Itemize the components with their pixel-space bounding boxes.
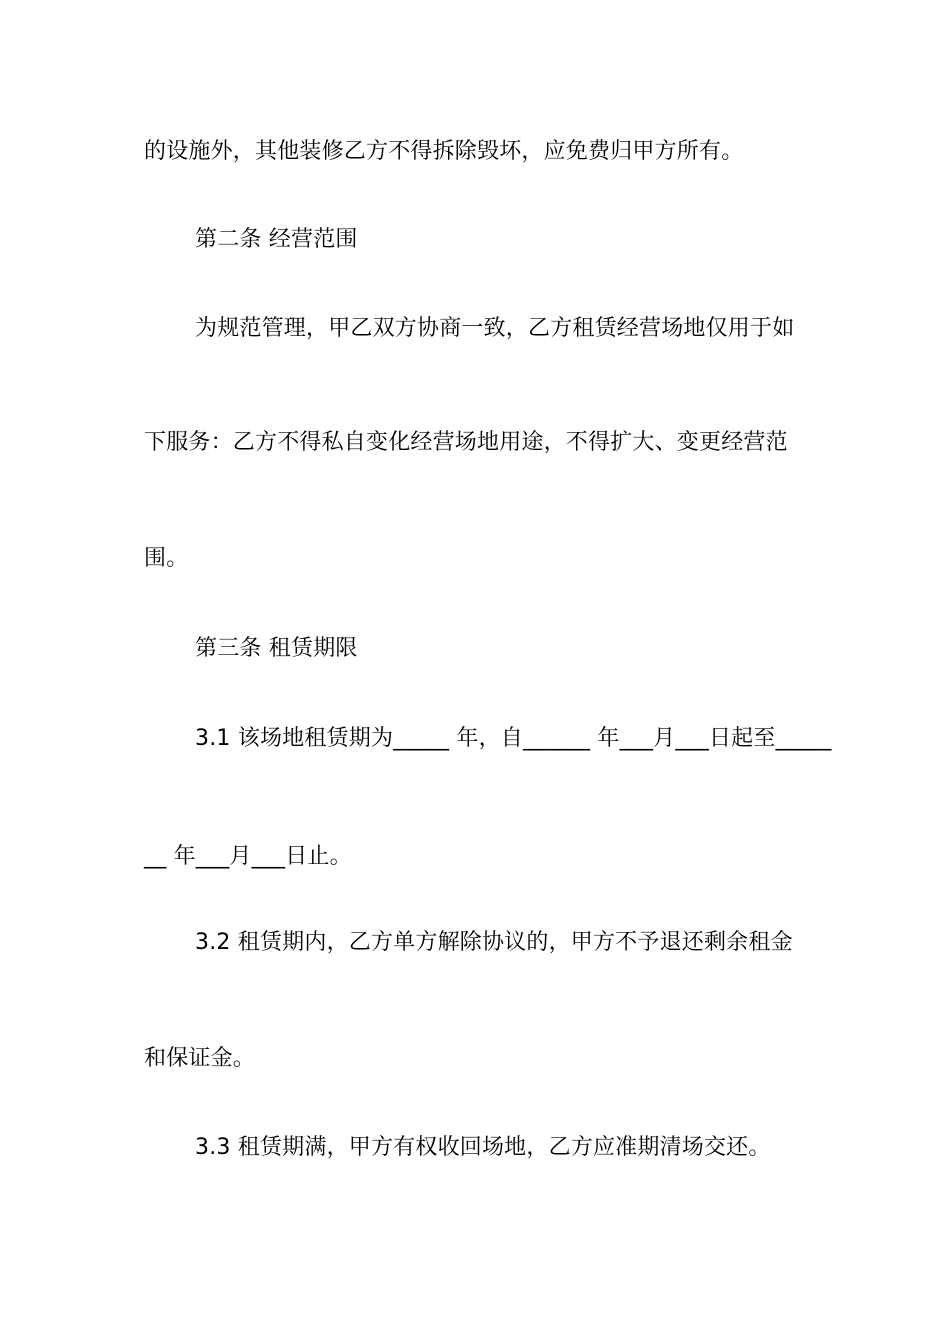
article-2-heading: 第二条 经营范围 <box>195 227 358 252</box>
article-3-heading: 第三条 租赁期限 <box>195 636 358 661</box>
article-2-text-line-2: 下服务：乙方不得私自变化经营场地用途，不得扩大、变更经营范 <box>144 430 788 455</box>
clause-3-3: 3.3 租赁期满，甲方有权收回场地，乙方应准期清场交还。 <box>195 1135 771 1160</box>
clause-3-1-line-1: 3.1 该场地租赁期为_____ 年，自______ 年___月___日起至_____ <box>195 726 832 751</box>
article-2-text-line-1: 为规范管理，甲乙双方协商一致，乙方租赁经营场地仅用于如 <box>195 316 795 341</box>
clause-3-1-line-2: __ 年___月___日止。 <box>144 844 352 869</box>
paragraph-line-facilities: 的设施外，其他装修乙方不得拆除毁坏，应免费归甲方所有。 <box>144 139 744 164</box>
clause-3-2-line-1: 3.2 租赁期内，乙方单方解除协议的，甲方不予退还剩余租金 <box>195 930 793 955</box>
clause-3-2-line-2: 和保证金。 <box>144 1046 256 1071</box>
article-2-text-line-3: 围。 <box>144 546 189 571</box>
